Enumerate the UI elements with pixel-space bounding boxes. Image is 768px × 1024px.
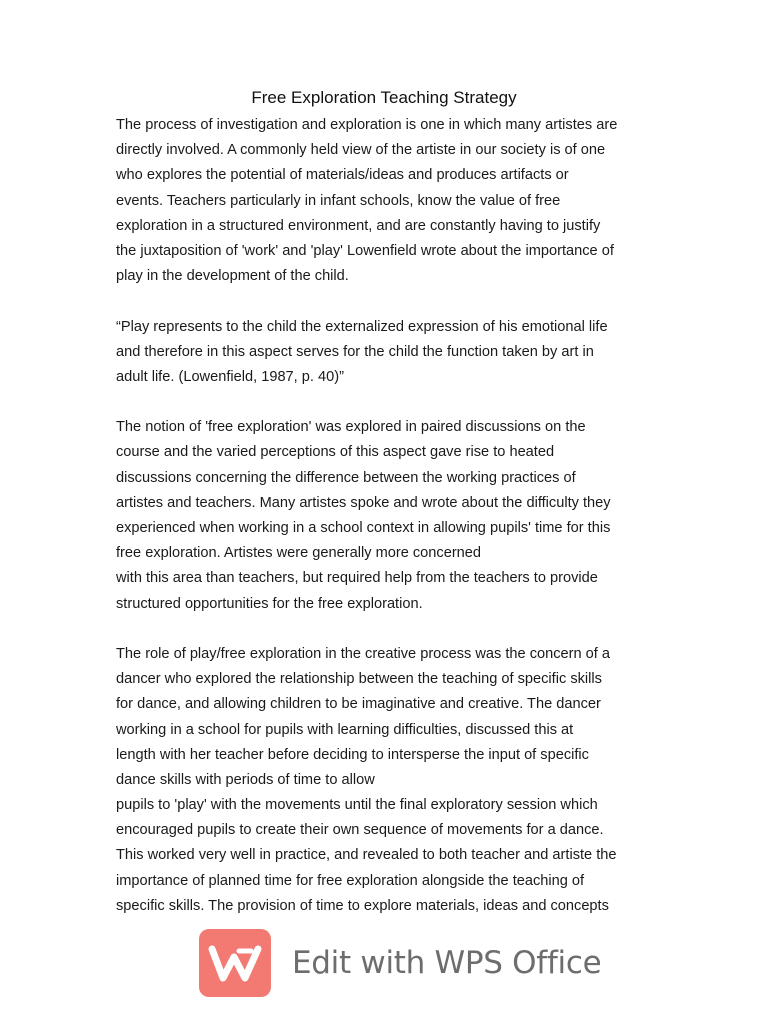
text-line: who explores the potential of materials/ideas and produces artifacts or	[116, 167, 569, 184]
text-line: play in the development of the child.	[116, 268, 349, 285]
paragraph	[116, 113, 661, 289]
text-line: the juxtaposition of 'work' and 'play' Lowenfield wrote about the importance of	[116, 242, 614, 259]
text-line: discussions concerning the difference between the working practices of	[116, 469, 576, 486]
text-line: working in a school for pupils with learning difficulties, discussed this at	[116, 721, 574, 738]
paragraph-gap	[116, 617, 661, 642]
text-line: pupils to 'play' with the movements until the final exploratory session which	[116, 797, 598, 814]
paragraph-gap	[116, 289, 661, 314]
wps-edit-link[interactable]: Edit with WPS Office	[292, 945, 602, 981]
text-line: for dance, and allowing children to be imaginative and creative. The dancer	[116, 696, 601, 713]
document-title: Free Exploration Teaching Strategy	[251, 88, 517, 107]
text-line: This worked very well in practice, and revealed to both teacher and artiste the	[116, 847, 617, 864]
paragraph	[116, 642, 661, 919]
text-line: encouraged pupils to create their own sequence of movements for a dance.	[116, 822, 604, 839]
text-line: and therefore in this aspect serves for the child the function taken by art in	[116, 343, 594, 360]
text-line: dancer who explored the relationship between the teaching of specific skills	[116, 671, 602, 688]
text-line: “Play represents to the child the externalized expression of his emotional life	[116, 318, 608, 335]
text-line: events. Teachers particularly in infant schools, know the value of free	[116, 192, 561, 209]
document-body	[116, 113, 661, 919]
text-line: specific skills. The provision of time to explore materials, ideas and concepts	[116, 897, 609, 914]
text-line: structured opportunities for the free exploration.	[116, 595, 423, 612]
paragraph	[116, 415, 661, 617]
text-line: dance skills with periods of time to allow	[116, 771, 375, 788]
text-line: experienced when working in a school context in allowing pupils' time for this	[116, 520, 611, 536]
text-line: directly involved. A commonly held view of the artiste in our society is of one	[116, 142, 606, 159]
paragraph-gap	[116, 390, 661, 415]
text-line: course and the varied perceptions of this aspect gave rise to heated	[116, 444, 555, 461]
wps-w-logo-icon[interactable]	[199, 929, 271, 997]
text-line: artistes and teachers. Many artistes spoke and wrote about the difficulty they	[116, 494, 611, 511]
text-line: with this area than teachers, but required help from the teachers to provide	[116, 570, 598, 587]
text-line: The role of play/free exploration in the creative process was the concern of a	[116, 645, 611, 662]
text-line: The process of investigation and exploration is one in which many artistes are	[116, 117, 618, 133]
text-line: length with her teacher before deciding to intersperse the input of specific	[116, 746, 589, 763]
paragraph	[116, 315, 661, 391]
text-line: exploration in a structured environment, and are constantly having to justify	[116, 217, 601, 234]
text-line: adult life. (Lowenfield, 1987, p. 40)”	[116, 368, 344, 385]
text-line: free exploration. Artistes were generally more concerned	[116, 545, 482, 562]
text-line: The notion of 'free exploration' was explored in paired discussions on the	[116, 419, 586, 436]
text-line: importance of planned time for free exploration alongside the teaching of	[116, 872, 585, 889]
